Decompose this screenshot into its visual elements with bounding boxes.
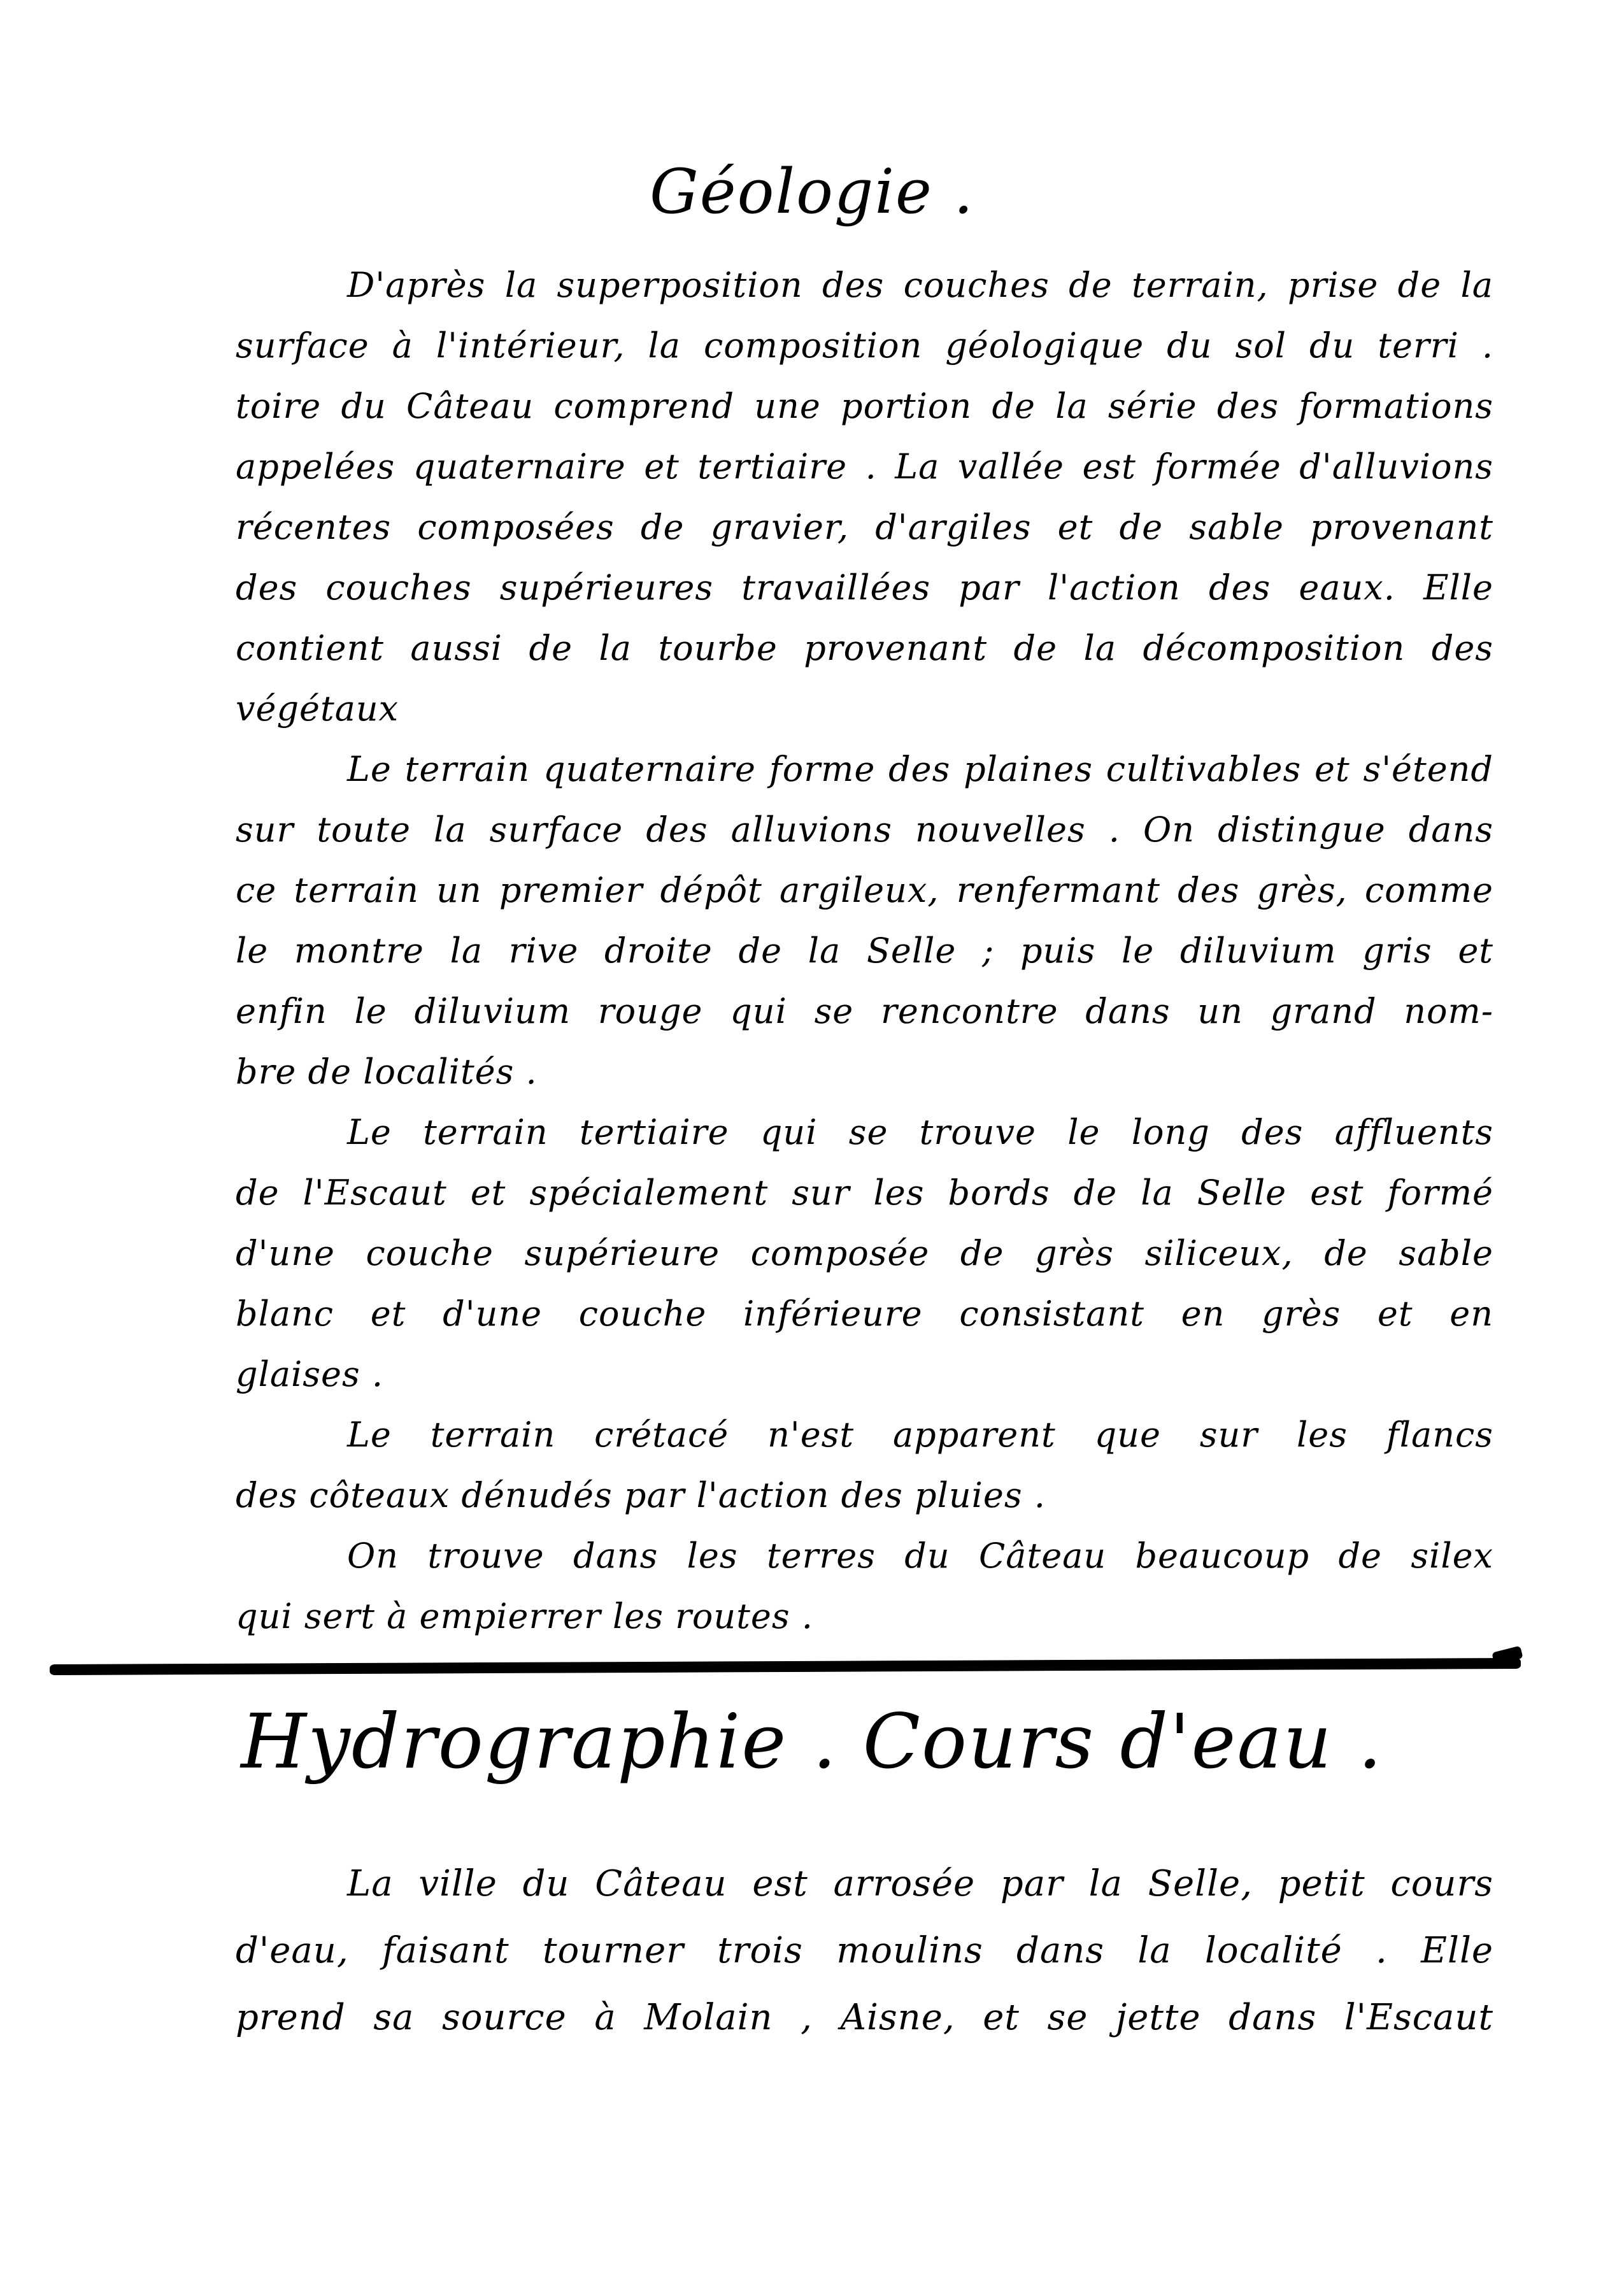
hydrographie-paragraphs [236, 1850, 1493, 2051]
manuscript-line: des côteaux dénudés par l'action des pluies . [236, 1475, 1046, 1515]
manuscript-line: On trouve dans les terres du Câteau beaucoup de silex [347, 1536, 1493, 1576]
manuscript-line: glaises . [236, 1354, 384, 1394]
manuscript-line: blanc et d'une couche inférieure consistant en grès et en [236, 1294, 1493, 1334]
section-title-geologie: Géologie . [650, 156, 974, 227]
manuscript-line: prend sa source à Molain , Aisne, et se jette dans l'Escaut [236, 1997, 1493, 2038]
section-divider-rule [50, 1658, 1521, 1675]
manuscript-line: d'une couche supérieure composée de grès siliceux, de sable [236, 1233, 1493, 1273]
manuscript-line: récentes composées de gravier, d'argiles et de sable provenant [236, 507, 1493, 547]
manuscript-line: Le terrain quaternaire forme des plaines cultivables et s'étend [347, 749, 1493, 789]
manuscript-line: de l'Escaut et spécialement sur les bords de la Selle est formé [236, 1173, 1493, 1213]
manuscript-line: végétaux [236, 689, 399, 729]
geologie-paragraphs [236, 255, 1493, 1647]
manuscript-line: surface à l'intérieur, la composition géologique du sol du terri . [236, 325, 1493, 366]
manuscript-line: enfin le diluvium rouge qui se rencontre dans un grand nom- [236, 991, 1493, 1031]
manuscript-line: D'après la superposition des couches de terrain, prise de la [347, 265, 1493, 305]
manuscript-line: toire du Câteau comprend une portion de la série des formations [236, 386, 1493, 426]
manuscript-line: des couches supérieures travaillées par l'action des eaux. Elle [236, 568, 1493, 608]
manuscript-line: La ville du Câteau est arrosée par la Selle, petit cours [347, 1863, 1493, 1904]
manuscript-line: Le terrain crétacé n'est apparent que sur les flancs [347, 1415, 1493, 1455]
manuscript-line: Le terrain tertiaire qui se trouve le long des affluents [347, 1112, 1493, 1152]
manuscript-line: qui sert à empierrer les routes . [236, 1596, 813, 1636]
manuscript-line: d'eau, faisant tourner trois moulins dans la localité . Elle [236, 1930, 1493, 1971]
manuscript-line: contient aussi de la tourbe provenant de la décomposition des [236, 628, 1493, 668]
manuscript-line: bre de localités . [236, 1052, 538, 1092]
manuscript-line: le montre la rive droite de la Selle ; puis le diluvium gris et [236, 931, 1493, 971]
manuscript-line: appelées quaternaire et tertiaire . La vallée est formée d'alluvions [236, 446, 1493, 487]
manuscript-line: ce terrain un premier dépôt argileux, renfermant des grès, comme [236, 870, 1493, 910]
section-title-hydrographie: Hydrographie . Cours d'eau . [241, 1697, 1383, 1785]
manuscript-line: sur toute la surface des alluvions nouvelles . On distingue dans [236, 810, 1493, 850]
